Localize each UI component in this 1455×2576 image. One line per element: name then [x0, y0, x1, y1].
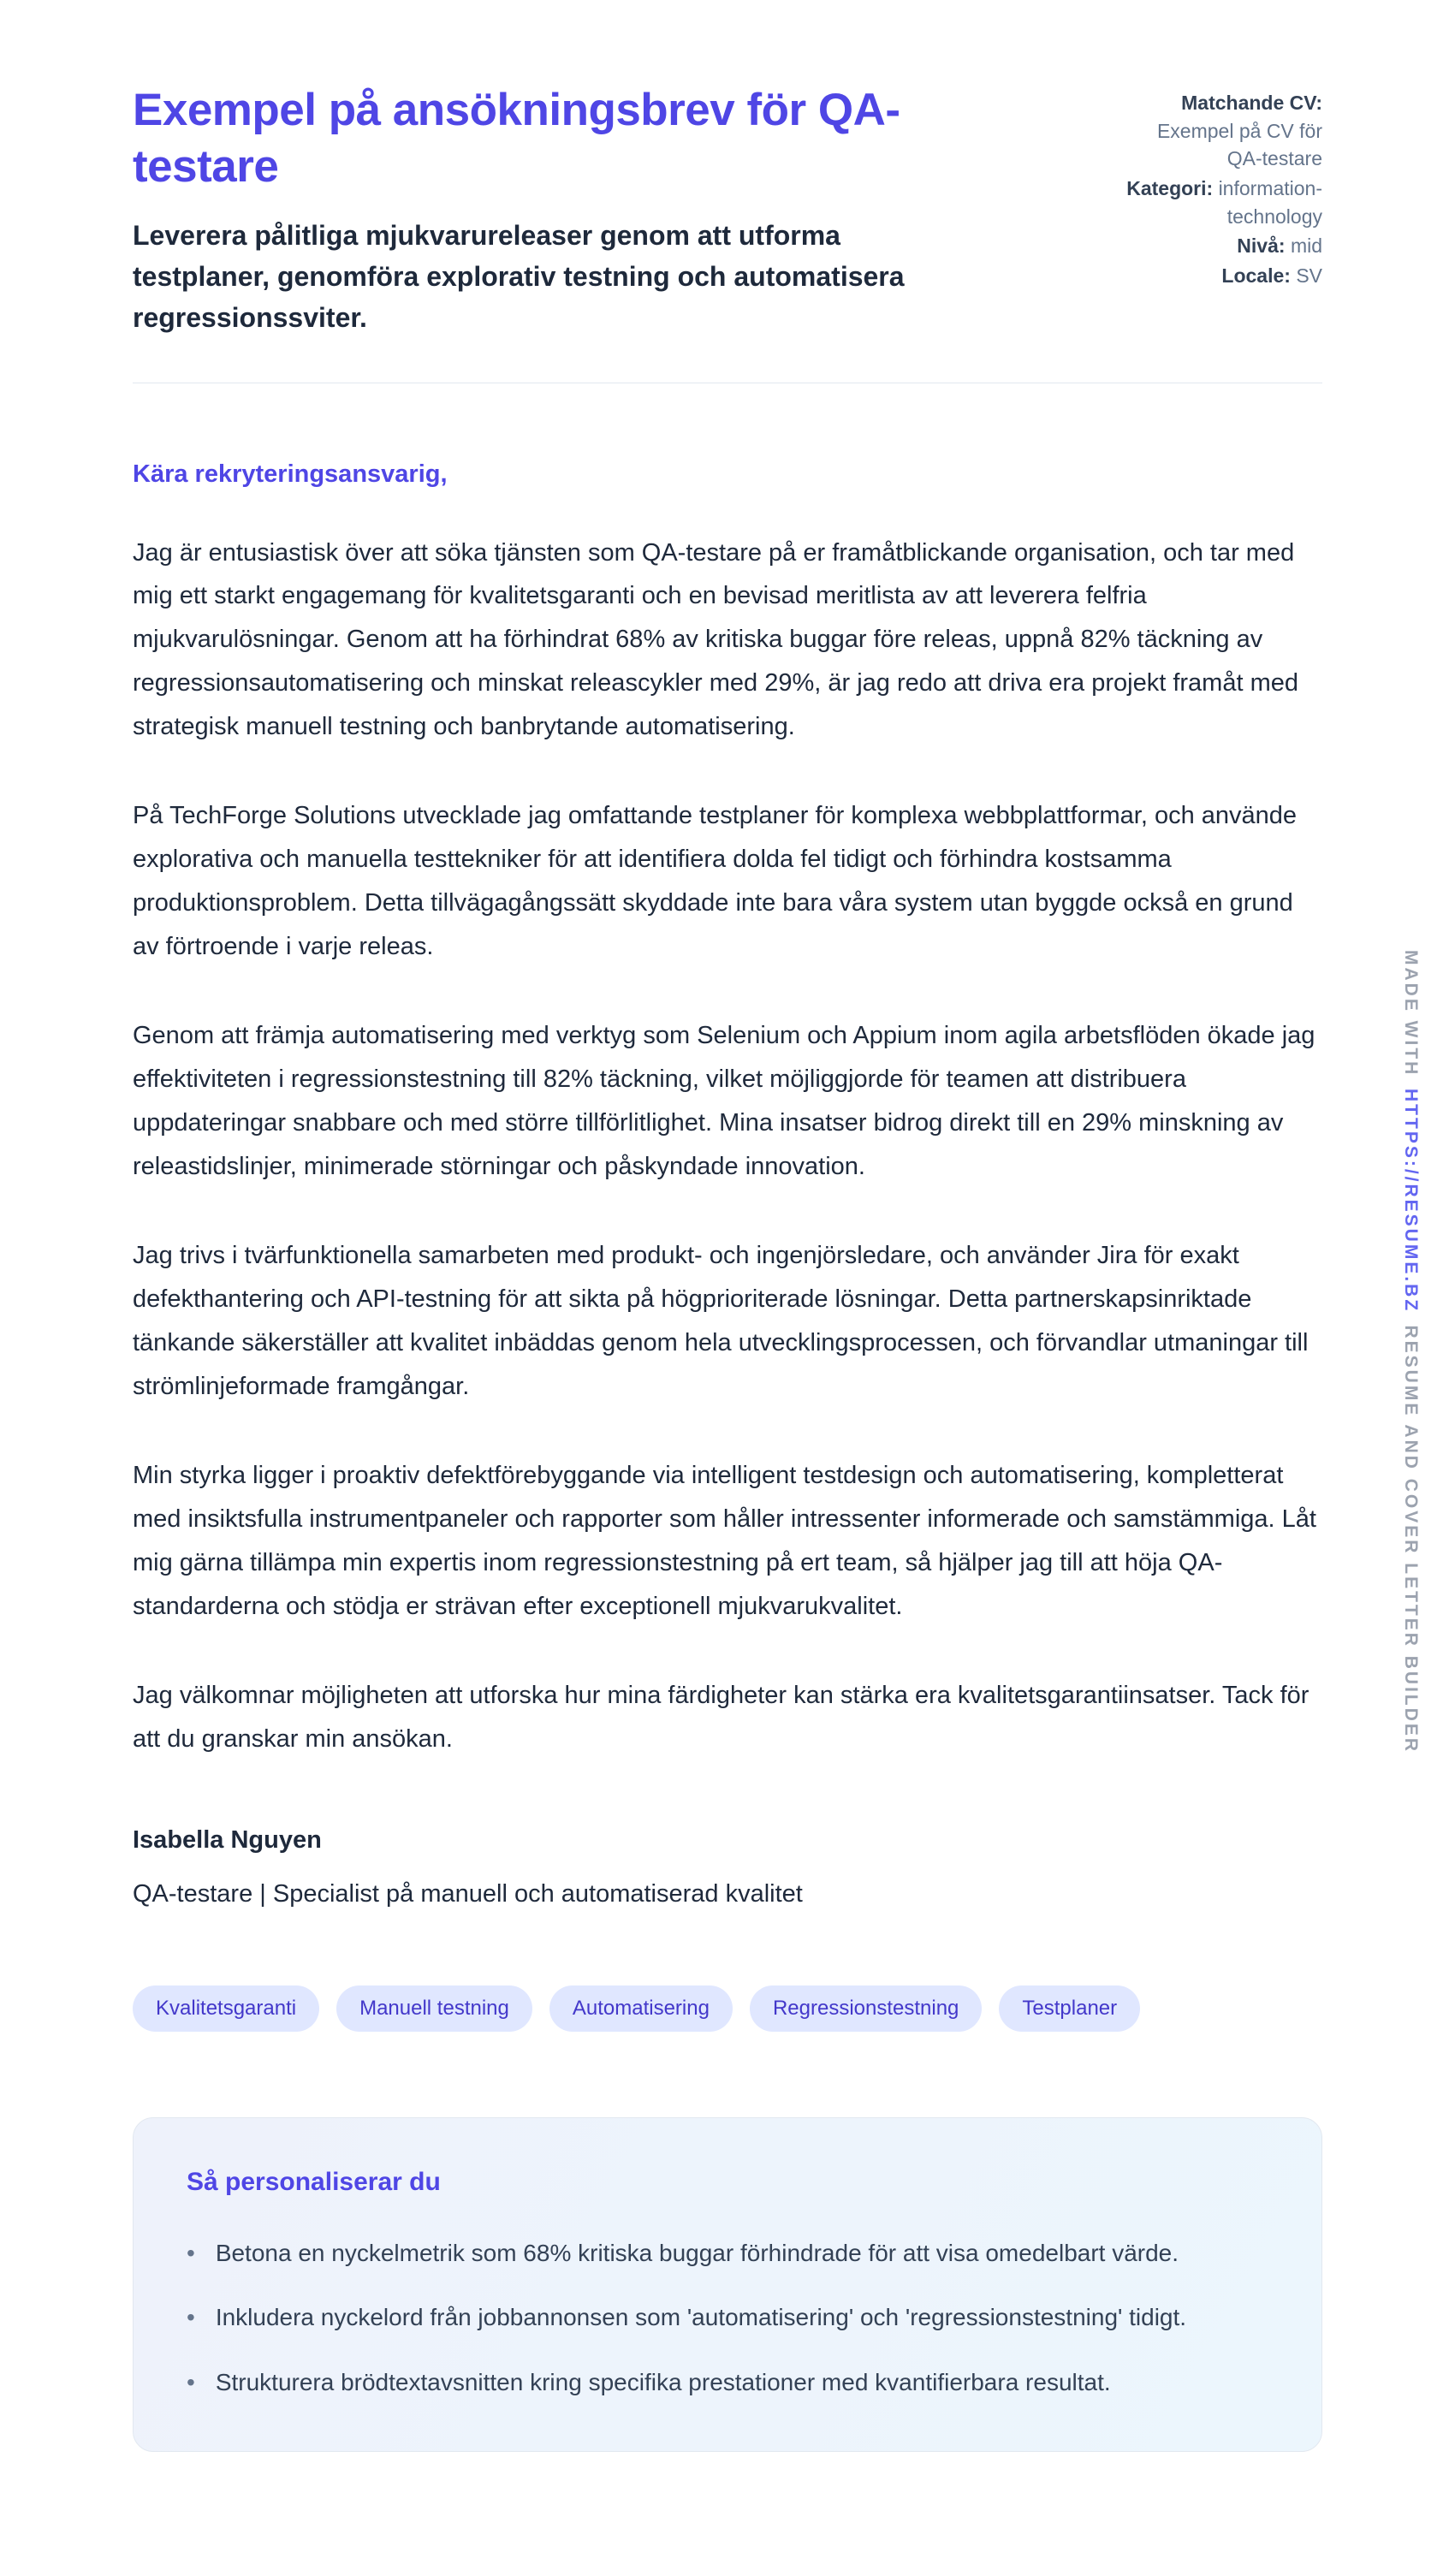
tip-text-2: Inkludera nyckelord från jobbannonsen som 'automatisering' och 'regressionstestning' tidigt.: [215, 2304, 1187, 2331]
meta-category-value: information-technology: [1218, 176, 1322, 228]
skill-tag-testplaner: Testplaner: [999, 1985, 1140, 2032]
letter-paragraph-1: Jag är entusiastisk över att söka tjänsten som QA-testare på er framåtblickande organisation, och tar med mig ett starkt engagemang för kvalitetsgaranti och en bevisad meritlista av att leverera felfria mjukvarulösningar. Genom att ha förhindrat 68% av kritiska buggar före releas, uppnå 82% täckning av regressionsautomatisering och minskat releascykler med 29%, är jag redo att driva era projekt framåt med strategisk manuell testning och banbrytande automatisering.: [133, 538, 1298, 740]
signature-name: Isabella Nguyen: [133, 1825, 322, 1854]
tips-list: [187, 2233, 1268, 2403]
tip-text-1: Betona en nyckelmetrik som 68% kritiska buggar förhindrade för att visa omedelbart värde.: [215, 2239, 1179, 2266]
watermark-prefix: MADE WITH: [1401, 950, 1421, 1077]
tip-item-1: [187, 2233, 1268, 2274]
meta-level-label: Nivå:: [1237, 234, 1286, 258]
resume-bz-link[interactable]: HTTPS://RESUME.BZ: [1401, 1089, 1421, 1314]
tip-item-2: [187, 2297, 1268, 2338]
letter-paragraph-6: Jag välkomnar möjligheten att utforska hur mina färdigheter kan stärka era kvalitetsgarantiinsatser. Tack för att du granskar min ansökan.: [133, 1682, 1310, 1753]
bullet-icon: •: [187, 2239, 195, 2266]
skill-tag-manuell-testning: Manuell testning: [336, 1985, 532, 2032]
meta-category-label: Kategori:: [1126, 176, 1214, 199]
personalization-tips-card: [133, 2117, 1322, 2452]
letter-paragraph-5: Min styrka ligger i proaktiv defektförebyggande via intelligent testdesign och automatisering, kompletterat med insiktsfulla instrumentpaneler och rapporter som håller intressenter informerade och samstämmiga. Låt mig gärna tillämpa min expertis inom regressionstestning på ert team, så hjälper jag till att höja QA-standarderna och stödja er strävan efter exceptionell mjukvarukvalitet.: [133, 1462, 1316, 1620]
tips-title: Så personaliserar du: [187, 2167, 441, 2196]
meta-matching-cv-value: Exempel på CV för QA-testare: [1156, 119, 1322, 170]
meta-matching-cv-label: Matchande CV:: [1181, 92, 1322, 114]
letter-paragraph-4: Jag trivs i tvärfunktionella samarbeten med produkt- och ingenjörsledare, och använder Jira för exakt defekthantering och API-testning för att sikta på högprioriterade lösningar. Detta partnerskapsinriktade tänkande säkerställer att kvalitet inbäddas genom hela utvecklingsprocessen, och förvandlar utmaningar till strömlinjeformade framgångar.: [133, 1242, 1309, 1400]
salutation: Kära rekryteringsansvarig,: [133, 460, 448, 488]
meta-level: [1124, 232, 1322, 260]
page-subtitle: Leverera pålitliga mjukvarureleaser genom att utforma testplaner, genomföra explorativ testning och automatisera regressionssviter.: [133, 219, 905, 333]
meta-locale-label: Locale:: [1221, 264, 1291, 287]
bullet-icon: •: [187, 2368, 195, 2395]
skill-tag-kvalitetsgaranti: Kvalitetsgaranti: [133, 1985, 319, 2032]
bullet-icon: •: [187, 2304, 195, 2331]
page-title: Exempel på ansökningsbrev för QA-testare: [133, 85, 900, 193]
signature-role: QA-testare | Specialist på manuell och automatiserad kvalitet: [133, 1879, 803, 1908]
watermark-suffix: RESUME AND COVER LETTER BUILDER: [1401, 1325, 1421, 1754]
watermark: [1400, 950, 1421, 1754]
letter-paragraph-3: Genom att främja automatisering med verktyg som Selenium och Appium inom agila arbetsflöden ökade jag effektiviteten i regressionstestning till 82% täckning, vilket möjliggjorde för teamen att distribuera uppdateringar snabbare och med större tillförlitlighet. Mina insatser bidrog direkt till en 29% minskning av releastidslinjer, minimerade störningar och påskyndade innovation.: [133, 1022, 1315, 1180]
page-header: [133, 82, 1322, 383]
meta-locale: [1124, 262, 1322, 290]
skill-tag-automatisering: Automatisering: [549, 1985, 733, 2032]
meta-locale-value: SV: [1296, 264, 1322, 287]
meta-matching-cv: [1124, 89, 1322, 173]
skill-tags: [133, 1985, 1322, 2032]
meta-category: [1124, 175, 1322, 230]
letter-body: [133, 460, 1322, 1908]
tip-item-3: [187, 2362, 1268, 2403]
tip-text-3: Strukturera brödtextavsnitten kring specifika prestationer med kvantifierbara resultat.: [215, 2368, 1111, 2395]
skill-tag-regressionstestning: Regressionstestning: [750, 1985, 982, 2032]
meta-panel: [1124, 82, 1322, 292]
meta-level-value: mid: [1290, 234, 1322, 258]
header-title-block: [133, 82, 1023, 338]
letter-paragraph-2: På TechForge Solutions utvecklade jag omfattande testplaner för komplexa webbplattformar, och använde explorativa och manuella testtekniker för att identifiera dolda fel tidigt och förhindra kostsamma produktionsproblem. Detta tillvägagångssätt skyddade inte bara våra system utan byggde också en grund av förtroende i varje releas.: [133, 802, 1298, 960]
